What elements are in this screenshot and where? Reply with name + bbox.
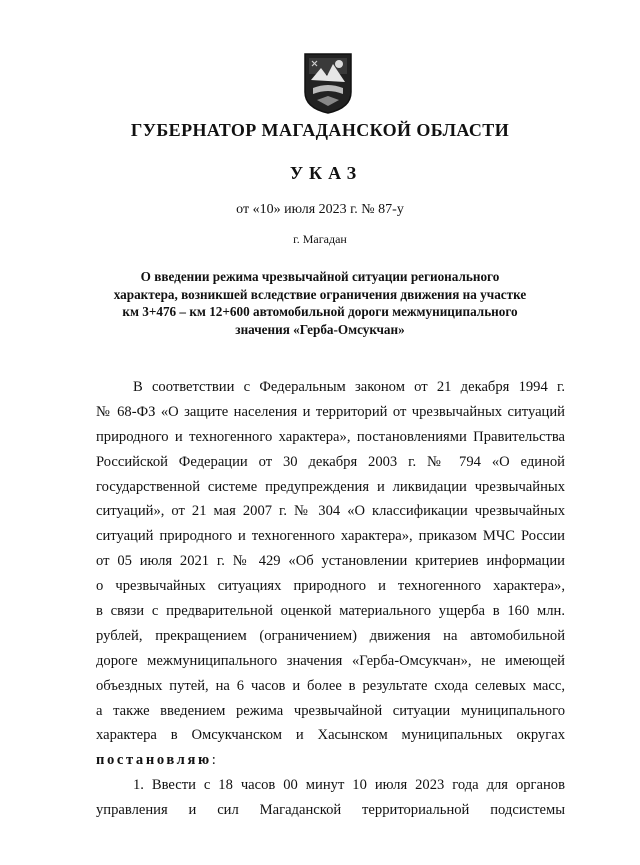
date-number-line: от «10» июля 2023 г. № 87-у — [236, 202, 404, 217]
decree-title-line: характера, возникшей вследствие ограничения движения на участке — [113, 286, 527, 302]
body-line: а также введением режима чрезвычайной ситуации муниципального — [96, 702, 565, 719]
body-line: ситуаций природного и техногенного характера», приказом МЧС России — [96, 528, 565, 545]
item-line: 1. Ввести с 18 часов 00 минут 10 июля 2023 года для органов — [133, 777, 565, 794]
coat-of-arms-icon — [303, 52, 353, 114]
body-line: № 68-ФЗ «О защите населения и территорий от чрезвычайных ситуаций — [96, 403, 565, 420]
issuer-heading: ГУБЕРНАТОР МАГАДАНСКОЙ ОБЛАСТИ — [130, 120, 510, 140]
body-line: Российской Федерации от 30 декабря 2003 г. № 794 «О единой — [96, 453, 565, 470]
place-of-issue: г. Магадан — [293, 232, 347, 246]
body-line: в связи с предварительной оценкой материального ущерба в 160 млн. — [96, 603, 565, 620]
decree-title-line: км 3+476 – км 12+600 автомобильной дороги межмуниципального — [122, 304, 518, 319]
body-line: государственной системе предупреждения и ликвидации чрезвычайных — [96, 478, 565, 495]
body-line: природного и техногенного характера», постановлениями Правительства — [96, 428, 565, 445]
body-line: дороге межмуниципального значения «Герба-Омсукчан», не имеющей — [96, 652, 565, 669]
decree-title-line: О введении режима чрезвычайной ситуации регионального — [140, 269, 500, 284]
decree-title-line: значения «Герба-Омсукчан» — [235, 321, 405, 337]
body-line: от 05 июля 2021 г. № 429 «Об установлении критериев информации — [96, 553, 565, 570]
item-line: управления и сил Магаданской территориальной подсистемы — [96, 802, 565, 819]
decree-title — [100, 268, 540, 338]
resolve-word: постановляю — [96, 752, 212, 769]
body-line: ситуаций», от 21 мая 2007 г. № 304 «О классификации чрезвычайных — [96, 503, 565, 520]
body-line: характера в Омсукчанском и Хасынском муниципальных округах — [96, 727, 565, 744]
body-line: о чрезвычайных ситуациях природного и техногенного характера», — [96, 578, 565, 595]
resolve-colon: : — [211, 752, 216, 769]
body-line: В соответствии с Федеральным законом от 21 декабря 1994 г. — [133, 379, 565, 395]
body-line: рублей, прекращением (ограничением) движения на автомобильной — [96, 627, 565, 644]
body-line: объездных путей, на 6 часов и более в результате схода селевых масс, — [96, 677, 565, 694]
decree-body — [96, 375, 565, 823]
document-type-heading: УКАЗ — [289, 163, 363, 183]
resolution-line — [96, 748, 565, 773]
